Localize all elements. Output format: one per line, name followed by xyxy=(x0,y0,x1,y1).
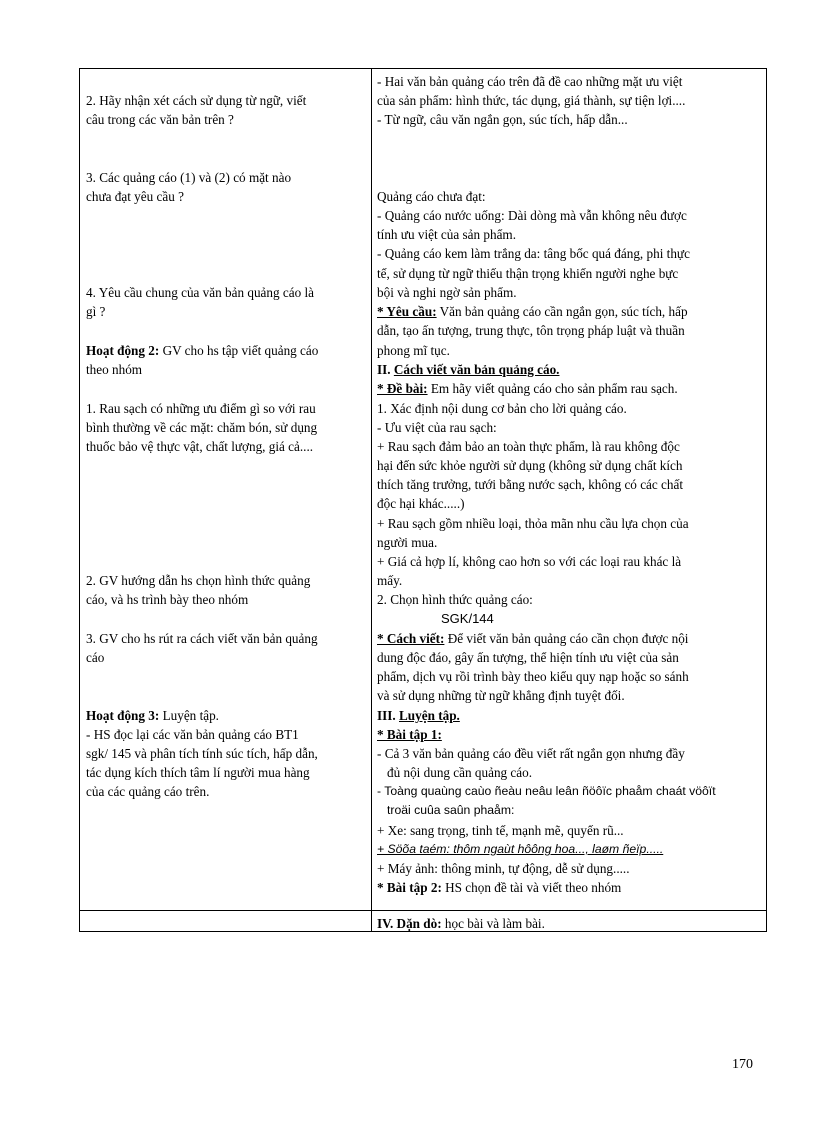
right-text-line: + Söõa taém: thôm ngaùt hôông hoa..., laøm ñeïp..... xyxy=(377,842,664,856)
right-text-line: + Rau sạch gồm nhiều loại, thỏa mãn nhu cầu lựa chọn của xyxy=(377,516,689,531)
section-2-title: Cách viết văn bản quảng cáo. xyxy=(393,362,560,377)
topic-label: * Đề bài: xyxy=(377,381,428,396)
left-text-line: cáo, và hs trình bày theo nhóm xyxy=(86,592,249,607)
right-text-line: + Xe: sang trọng, tinh tế, mạnh mẽ, quyến rũ... xyxy=(377,823,624,838)
activity-2-heading xyxy=(86,341,318,360)
right-text-line: độc hại khác.....) xyxy=(377,496,465,511)
left-text-line: 1. Rau sạch có những ưu điểm gì so với rau xyxy=(86,401,316,416)
left-text-line: thuốc bảo vệ thực vật, chất lượng, giá cả.... xyxy=(86,439,314,454)
page-number: 170 xyxy=(732,1057,753,1072)
right-text-line: - Hai văn bản quảng cáo trên đã đề cao những mặt ưu việt xyxy=(377,74,683,89)
right-text-line: hại đến sức khỏe người sử dụng (không sử dụng chất kích xyxy=(377,458,683,473)
left-text-line: theo nhóm xyxy=(86,362,143,377)
activity-3-label: Hoạt động 3: xyxy=(86,708,160,723)
column-divider xyxy=(371,69,372,931)
left-text-line: 3. GV cho hs rút ra cách viết văn bản quảng xyxy=(86,631,318,646)
left-text-line: - HS đọc lại các văn bản quảng cáo BT1 xyxy=(86,727,299,742)
section-2-heading xyxy=(377,360,559,379)
exercise-2-text: HS chọn đề tài và viết theo nhóm xyxy=(441,880,622,895)
left-text-line: tác dụng kích thích tâm lí người mua hàng xyxy=(86,765,310,780)
writing-method-text: Để viết văn bản quảng cáo cần chọn được nội xyxy=(444,631,689,646)
right-text-line: và sử dụng những từ ngữ khẳng định tuyệt đối. xyxy=(377,688,625,703)
right-text-line: - Từ ngữ, câu văn ngắn gọn, súc tích, hấp dẫn... xyxy=(377,112,628,127)
right-text-line: của sản phẩm: hình thức, tác dụng, giá thành, sự tiện lợi.... xyxy=(377,93,686,108)
topic-line xyxy=(377,379,678,398)
right-text-line: Quảng cáo chưa đạt: xyxy=(377,189,486,204)
exercise-1-label: * Bài tập 1: xyxy=(377,727,442,742)
right-text-line: tế, sử dụng từ ngữ thiếu thận trọng khiến người nghe bực xyxy=(377,266,679,281)
exercise-2-line xyxy=(377,878,621,897)
right-text-line: phong mĩ tục. xyxy=(377,343,450,358)
left-text-line: 4. Yêu cầu chung của văn bản quảng cáo là xyxy=(86,285,314,300)
left-text-line: bình thường về các mặt: chăm bón, sử dụng xyxy=(86,420,318,435)
left-text-line: của các quảng cáo trên. xyxy=(86,784,210,799)
section-3-heading xyxy=(377,706,460,725)
activity-2-label: Hoạt động 2: xyxy=(86,343,160,358)
left-text-line: sgk/ 145 và phân tích tính súc tích, hấp dẫn, xyxy=(86,746,318,761)
homework-line xyxy=(377,914,545,933)
right-text-line: thích tăng trưởng, tưới bằng nước sạch, không có các chất xyxy=(377,477,684,492)
exercise-2-label: * Bài tập 2: xyxy=(377,880,442,895)
requirements-line xyxy=(377,302,688,321)
activity-3-heading xyxy=(86,706,219,725)
right-text-line: dẫn, tạo ấn tượng, trung thực, tôn trọng pháp luật và thuần xyxy=(377,323,685,338)
right-text-line: - Cả 3 văn bản quảng cáo đều viết rất ngắn gọn nhưng đầy xyxy=(377,746,685,761)
homework-text: học bài và làm bài. xyxy=(441,916,545,931)
right-text-line: - Ưu việt của rau sạch: xyxy=(377,420,497,435)
left-text-line: 2. Hãy nhận xét cách sử dụng từ ngữ, viết xyxy=(86,93,307,108)
right-text-line: - Quảng cáo nước uống: Dài dòng mà vẫn không nêu được xyxy=(377,208,687,223)
activity-2-text: GV cho hs tập viết quảng cáo xyxy=(159,343,319,358)
left-text-line: 3. Các quảng cáo (1) và (2) có mặt nào xyxy=(86,170,292,185)
section-2-number: II. xyxy=(377,362,394,377)
right-text-line: + Giá cả hợp lí, không cao hơn so với các loại rau khác là xyxy=(377,554,682,569)
writing-method-line xyxy=(377,629,688,648)
right-text-line: tính ưu việt của sản phẩm. xyxy=(377,227,516,242)
section-3-number: III. xyxy=(377,708,399,723)
right-text-line: phẩm, dịch vụ rồi trình bày theo kiểu quy nạp hoặc so sánh xyxy=(377,669,689,684)
left-text-line: 2. GV hướng dẫn hs chọn hình thức quảng xyxy=(86,573,311,588)
activity-3-text: Luyện tập. xyxy=(159,708,219,723)
right-text-line: bội và nghi ngờ sản phẩm. xyxy=(377,285,517,300)
right-text-line: đủ nội dung cần quảng cáo. xyxy=(387,765,533,780)
left-text-line: câu trong các văn bản trên ? xyxy=(86,112,234,127)
row-divider xyxy=(80,910,766,911)
right-text-line: 2. Chọn hình thức quảng cáo: xyxy=(377,592,533,607)
writing-method-label: * Cách viết: xyxy=(377,631,445,646)
right-text-line: 1. Xác định nội dung cơ bản cho lời quảng cáo. xyxy=(377,401,627,416)
right-text-line: troäi cuûa saûn phaåm: xyxy=(387,803,515,817)
requirements-text: Văn bản quảng cáo cần ngắn gọn, súc tích, hấp xyxy=(436,304,688,319)
textbook-reference: SGK/144 xyxy=(441,611,494,626)
homework-label: IV. Dặn dò: xyxy=(377,916,442,931)
left-text-line: chưa đạt yêu cầu ? xyxy=(86,189,184,204)
left-text-line: gì ? xyxy=(86,304,106,319)
right-text-line: - Quảng cáo kem làm trắng da: tâng bốc quá đáng, phi thực xyxy=(377,246,690,261)
right-text-line: mấy. xyxy=(377,573,403,588)
left-text-line: cáo xyxy=(86,650,105,665)
right-text-line: + Rau sạch đảm bảo an toàn thực phẩm, là rau không độc xyxy=(377,439,680,454)
right-text-line: - Toàng quaùng caùo ñeàu neâu leân ñöôïc phaåm chaát vöôït xyxy=(377,784,716,798)
topic-text: Em hãy viết quảng cáo cho sản phẩm rau sạch. xyxy=(427,381,678,396)
right-text-line: + Máy ảnh: thông minh, tự động, dễ sử dụng..... xyxy=(377,861,630,876)
right-text-line: dung độc đáo, gây ấn tượng, thể hiện tính ưu việt của sản xyxy=(377,650,679,665)
requirements-label: * Yêu cầu: xyxy=(377,304,437,319)
lesson-table xyxy=(79,68,767,932)
section-3-title: Luyện tập. xyxy=(399,708,460,723)
right-text-line: người mua. xyxy=(377,535,438,550)
